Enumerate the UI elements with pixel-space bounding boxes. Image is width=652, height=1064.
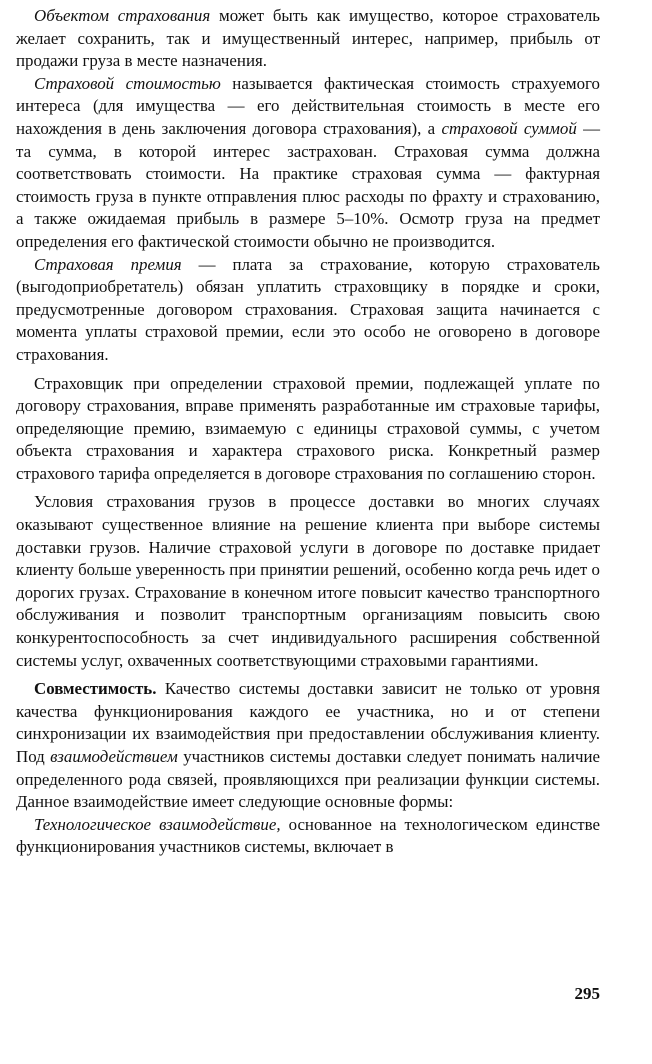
page-body <box>16 5 600 859</box>
paragraph-insurance-value <box>16 73 600 254</box>
paragraph-text: — плата за страхование, которую страхователь (выгодоприобретатель) обязан уплатить страховщику в порядке и сроки, предусмотренные договором страхования. Страховая защита начинается с момента уплаты страховой премии, если это особо не оговорено в договоре страхования. <box>16 254 600 364</box>
paragraph-text: называется фактическая стоимость страхуемого интереса (для имущества — его действительная стоимость в месте его нахождения в день заключения договора страхования), а <box>16 73 600 138</box>
term-technological-interaction: Технологическое взаимодействие, <box>34 814 281 834</box>
paragraph-insurance-premium <box>16 254 600 367</box>
term-insurance-object: Объектом страхования <box>34 6 211 25</box>
term-insurance-value: Страховой стоимостью <box>34 73 221 93</box>
term-insurance-premium: Страховая премия <box>34 254 182 274</box>
paragraph-text: Страховщик при определении страховой премии, подлежащей уплате по договору страхования, вправе применять разработанные им страховые тарифы, определяющие премию, взимаемую с единицы страховой суммы, с учетом объекта страхования и характера страхового риска. Конкретный размер страхового тарифа определяется в договоре страхования по соглашению сторон. <box>16 373 600 483</box>
paragraph-text: основанное на технологическом единстве функционирования участников системы, включает в <box>16 814 600 857</box>
paragraph-text: Условия страхования грузов в процессе доставки во многих случаях оказывают существенное влияние на решение клиента при выборе системы доставки грузов. Наличие страховой услуги в договоре по доставке придает клиенту больше уверенность при принятии решений, особенно когда речь идет о дорогих грузах. Страхование в конечном итоге повысит качество транспортного обслуживания и позволит транспортным организациям повысить свою конкурентоспособность за счет индивидуального расширения собственной системы услуг, охваченных соответствующими страховыми гарантиями. <box>16 492 600 670</box>
paragraph-cargo-insurance-conditions <box>16 491 600 672</box>
paragraph-insurance-object <box>16 5 600 73</box>
paragraph-text: участников системы доставки следует понимать наличие определенного рода связей, проявляющихся при реализации функции системы. Данное взаимодействие имеет следующие основные формы: <box>16 747 600 812</box>
paragraph-insurer-tariffs <box>16 373 600 486</box>
paragraph-text: Качество системы доставки зависит не только от уровня качества функционирования каждого ее участника, но и от степени синхронизации их взаимодействия при предоставлении обслуживания клиенту. Под <box>16 679 600 766</box>
term-interaction: взаимодействием <box>50 747 178 766</box>
page-number: 295 <box>574 984 600 1003</box>
paragraph-compatibility <box>16 678 600 814</box>
paragraph-technological-interaction <box>16 814 600 859</box>
heading-compatibility: Совместимость. <box>34 679 157 699</box>
paragraph-text: — та сумма, в которой интерес застрахован. Страховая сумма должна соответствовать стоимости. На практике страховая сумма — фактурная стоимость груза в пункте отправления плюс расходы по фрахту и страхованию, а также ожидаемая прибыль в размере 5–10%. Осмотр груза на предмет определения его фактической стоимости обычно не производится. <box>16 118 600 251</box>
term-insurance-sum: страховой суммой <box>441 118 577 138</box>
paragraph-text: может быть как имущество, которое страхователь желает сохранить, так и имущественный интерес, например, прибыль от продажи груза в месте назначения. <box>16 6 600 71</box>
